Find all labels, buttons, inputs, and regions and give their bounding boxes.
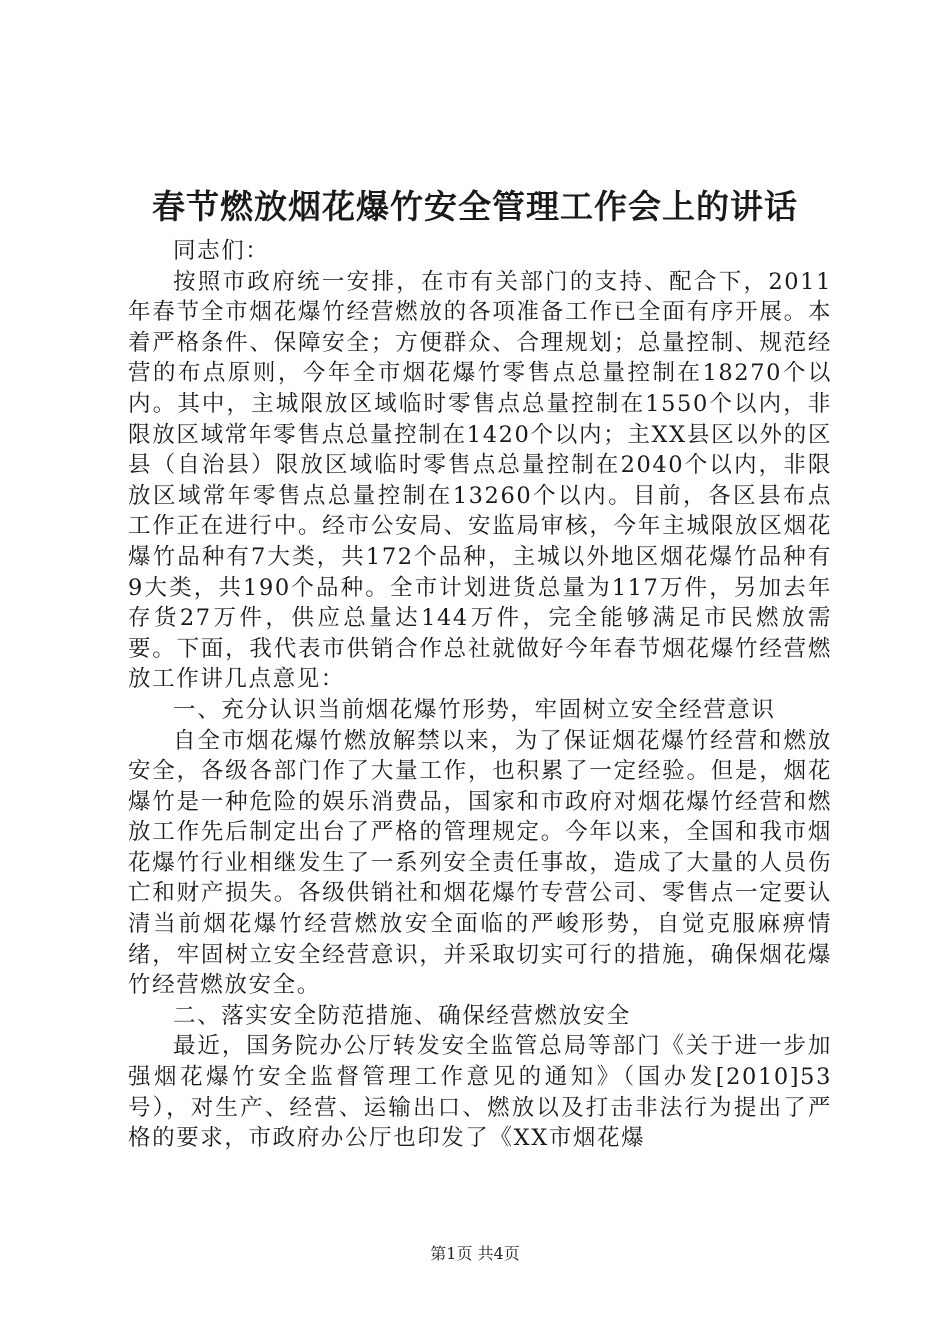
section-heading: 二、落实安全防范措施、确保经营燃放安全 (173, 1002, 631, 1029)
salutation-paragraph: 同志们： (173, 238, 270, 264)
page-number-footer: 第1页 共4页 (430, 1244, 520, 1263)
document-title: 春节燃放烟花爆竹安全管理工作会上的讲话 (152, 187, 798, 226)
body-paragraph: 最近，国务院办公厅转发安全监管总局等部门《关于进一步加强烟花爆竹安全监督管理工作意见的通知》（国办发[2010]53号），对生产、经营、运输出口、燃放以及打击非法行为提出了严格的要求，市政府办公厅也印发了《XX市烟花爆 (128, 1033, 832, 1152)
section-heading: 一、充分认识当前烟花爆竹形势，牢固树立安全经营意识 (173, 696, 776, 723)
body-paragraph: 按照市政府统一安排，在市有关部门的支持、配合下，2011年春节全市烟花爆竹经营燃放的各项准备工作已全面有序开展。本着严格条件、保障安全；方便群众、合理规划；总量控制、规范经营的布点原则，今年全市烟花爆竹零售点总量控制在18270个以内。其中，主城限放区域临时零售点总量控制在1550个以内，非限放区域常年零售点总量控制在1420个以内；主XX县区以外的区县（自治县）限放区域临时零售点总量控制在2040个以内，非限放区域常年零售点总量控制在13260个以内。目前，各区县布点工作正在进行中。经市公安局、安监局审核，今年主城限放区烟花爆竹品种有7大类，共172个品种，主城以外地区烟花爆竹品种有9大类，共190个品种。全市计划进货总量为117万件，另加去年存货27万件，供应总量达144万件，完全能够满足市民燃放需要。下面，我代表市供销合作总社就做好今年春节烟花爆竹经营燃放工作讲几点意见： (128, 268, 832, 693)
body-paragraph: 自全市烟花爆竹燃放解禁以来，为了保证烟花爆竹经营和燃放安全，各级各部门作了大量工作，也积累了一定经验。但是，烟花爆竹是一种危险的娱乐消费品，国家和市政府对烟花爆竹经营和燃放工作先后制定出台了严格的管理规定。今年以来，全国和我市烟花爆竹行业相继发生了一系列安全责任事故，造成了大量的人员伤亡和财产损失。各级供销社和烟花爆竹专营公司、零售点一定要认清当前烟花爆竹经营燃放安全面临的严峻形势，自觉克服麻痹情绪，牢固树立安全经营意识，并采取切实可行的措施，确保烟花爆竹经营燃放安全。 (128, 727, 832, 999)
document-body (128, 236, 832, 1154)
